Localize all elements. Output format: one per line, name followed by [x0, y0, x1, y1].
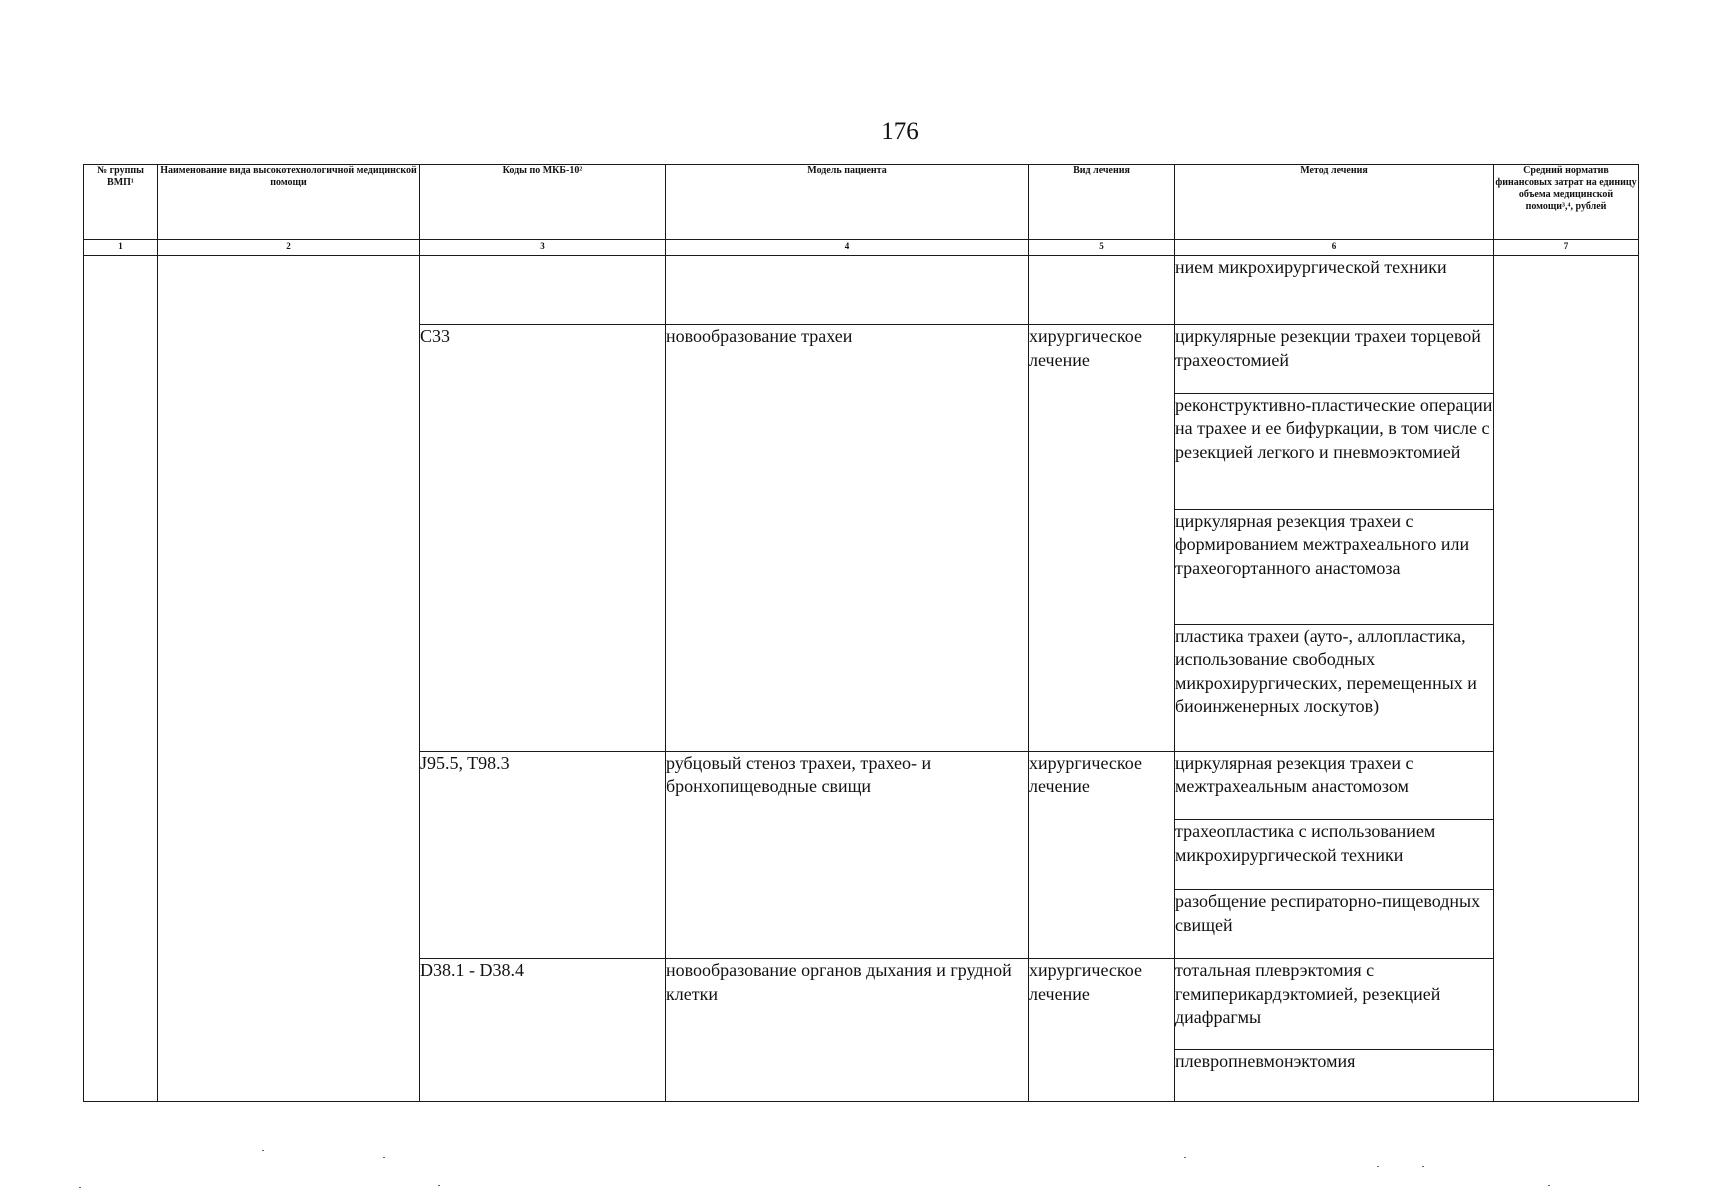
- icd-codes-cell: [420, 256, 666, 325]
- header-treatment-method: Метод лечения: [1175, 165, 1494, 240]
- patient-model-cell: [666, 256, 1029, 325]
- icd-codes-cell: С33: [420, 325, 666, 752]
- scan-speck: [1422, 1166, 1424, 1167]
- column-number: 2: [158, 240, 420, 256]
- treatment-type-cell: [1029, 256, 1175, 325]
- patient-model-cell: рубцовый стеноз трахеи, трахео- и бронхопищеводные свищи: [666, 751, 1029, 958]
- column-number: 3: [420, 240, 666, 256]
- scan-speck: [262, 1150, 264, 1151]
- treatment-method-cell: циркулярная резекция трахеи с формированием межтрахеального или трахеогортанного анастомоза: [1175, 509, 1494, 624]
- treatment-method-cell: нием микрохирургической техники: [1175, 256, 1494, 325]
- treatment-method-cell: пластика трахеи (ауто-, аллопластика, использование свободных микрохирургических, перемещенных и биоинженерных лоскутов): [1175, 624, 1494, 751]
- scan-speck: [1548, 1185, 1550, 1186]
- scan-speck: [1184, 1157, 1186, 1158]
- column-number: 5: [1029, 240, 1175, 256]
- treatment-method-cell: трахеопластика с использованием микрохирургической техники: [1175, 820, 1494, 890]
- icd-codes-cell: D38.1 - D38.4: [420, 959, 666, 1102]
- scan-speck: [1377, 1166, 1379, 1167]
- treatment-method-cell: циркулярная резекция трахеи с межтрахеальным анастомозом: [1175, 751, 1494, 820]
- vmp-table: [83, 164, 1639, 1102]
- header-cost-standard: Средний норматив финансовых затрат на единицу объема медицинской помощи³,⁴, рублей: [1494, 165, 1639, 240]
- header-treatment-type: Вид лечения: [1029, 165, 1175, 240]
- column-number: 1: [84, 240, 158, 256]
- treatment-type-cell: хирургическое лечение: [1029, 751, 1175, 958]
- patient-model-cell: новообразование трахеи: [666, 325, 1029, 752]
- column-number: 4: [666, 240, 1029, 256]
- column-number-row: [84, 240, 1639, 256]
- care-type-cell: [158, 256, 420, 1102]
- treatment-method-cell: циркулярные резекции трахеи торцевой трахеостомией: [1175, 325, 1494, 394]
- treatment-type-cell: хирургическое лечение: [1029, 325, 1175, 752]
- patient-model-cell: новообразование органов дыхания и грудной клетки: [666, 959, 1029, 1102]
- header-row: [84, 165, 1639, 240]
- header-icd-codes: Коды по МКБ-10²: [420, 165, 666, 240]
- header-group-number: № группы ВМП¹: [84, 165, 158, 240]
- treatment-method-cell: разобщение респираторно-пищеводных свищей: [1175, 890, 1494, 959]
- header-care-type: Наименование вида высокотехнологичной медицинской помощи: [158, 165, 420, 240]
- scan-speck: [79, 1187, 81, 1188]
- treatment-method-cell: плевропневмонэктомия: [1175, 1050, 1494, 1102]
- column-number: 6: [1175, 240, 1494, 256]
- column-number: 7: [1494, 240, 1639, 256]
- treatment-method-cell: тотальная плеврэктомия с гемиперикардэктомией, резекцией диафрагмы: [1175, 959, 1494, 1050]
- header-patient-model: Модель пациента: [666, 165, 1029, 240]
- icd-codes-cell: J95.5, T98.3: [420, 751, 666, 958]
- treatment-method-cell: реконструктивно-пластические операции на трахее и ее бифуркации, в том числе с резекцией легкого и пневмоэктомией: [1175, 393, 1494, 509]
- cost-standard-cell: [1494, 256, 1639, 1102]
- page-number: 176: [881, 118, 919, 145]
- scan-speck: [383, 1157, 385, 1158]
- treatment-type-cell: хирургическое лечение: [1029, 959, 1175, 1102]
- table-row: [84, 256, 1639, 325]
- group-number-cell: [84, 256, 158, 1102]
- scan-speck: [438, 1185, 440, 1186]
